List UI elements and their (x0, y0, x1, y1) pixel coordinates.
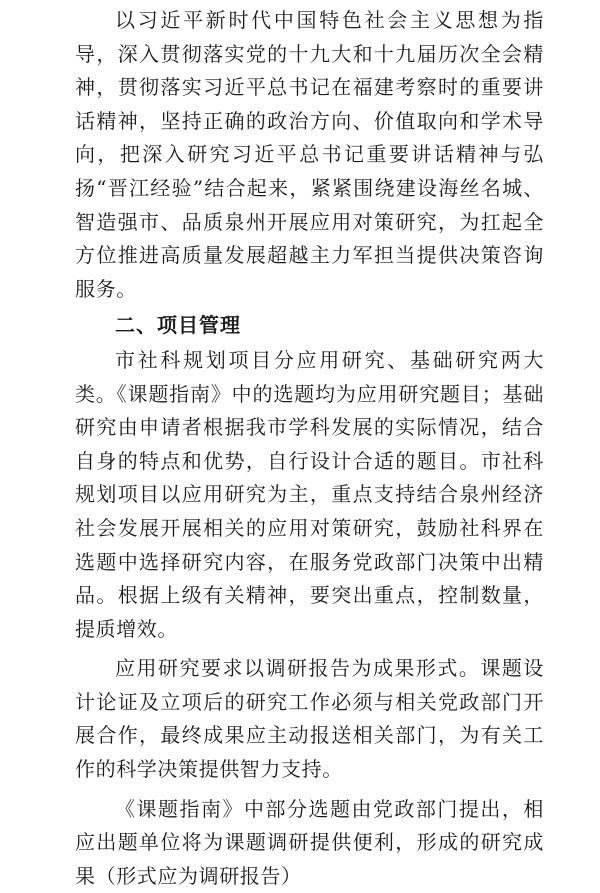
paragraph-guide-topics: 《课题指南》中部分选题由党政部门提出，相应出题单位将为课题调研提供便利，形成的研究成果（形式应为调研报告） (75, 796, 544, 888)
paragraph-project-categories: 市社科规划项目分应用研究、基础研究两大类。《课题指南》中的选题均为应用研究题目；基础研究由申请者根据我市学科发展的实际情况，结合自身的特点和优势，自行设计合适的题目。市社科规划项目以应用研究为主，重点支持结合泉州经济社会发展开展相关的应用对策研究，鼓励社科界在选题中选择研究内容，在服务党政部门决策中出精品。根据上级有关精神，要突出重点，控制数量，提质增效。 (75, 347, 544, 641)
paragraph-guiding-principles: 以习近平新时代中国特色社会主义思想为指导，深入贯彻落实党的十九大和十九届历次全会精神，贯彻落实习近平总书记在福建考察时的重要讲话精神，坚持正确的政治方向、价值取向和学术导向，把深入研究习近平总书记重要讲话精神与弘扬“晋江经验”结合起来，紧紧围绕建设海丝名城、智造强市、品质泉州开展应用对策研究，为扛起全方位推进高质量发展超越主力军担当提供决策咨询服务。 (75, 8, 544, 301)
paragraph-applied-research-requirements: 应用研究要求以调研报告为成果形式。课题设计论证及立项后的研究工作必须与相关党政部门开展合作，最终成果应主动报送相关部门，为有关工作的科学决策提供智力支持。 (75, 656, 544, 782)
section-heading-project-management: 二、项目管理 (115, 313, 241, 338)
